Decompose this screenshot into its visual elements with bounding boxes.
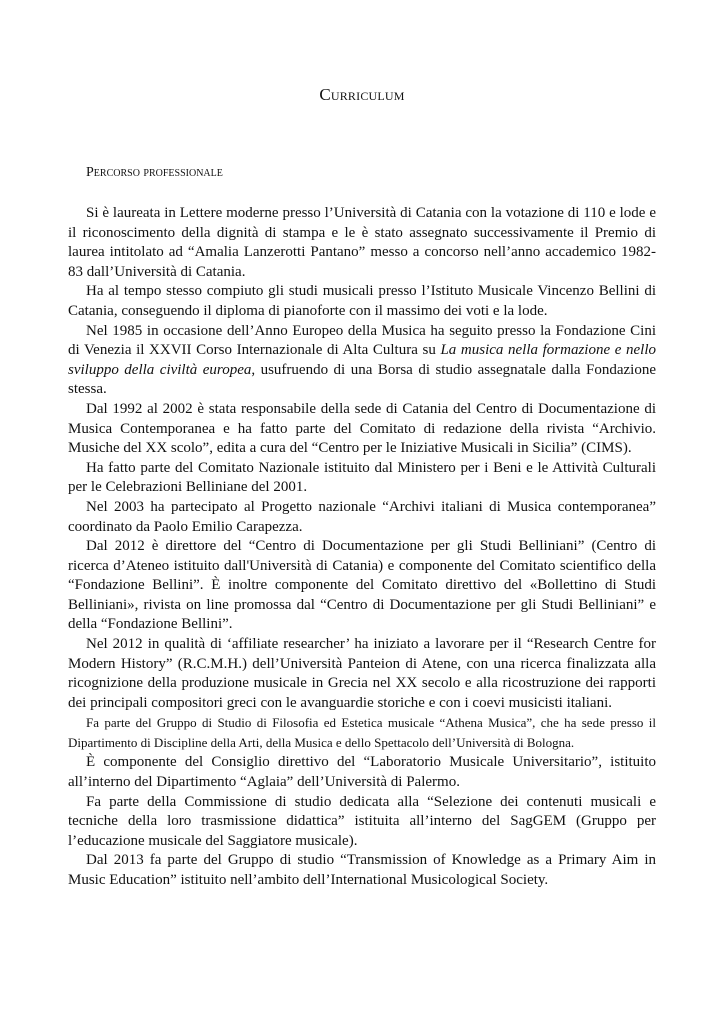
- body-text: [68, 204, 656, 891]
- paragraph-rcmh: Nel 2012 in qualità di ‘affiliate researcher’ ha iniziato a lavorare per il “Research Centre for Modern History” (R.C.M.H.) dell’Università Panteion di Atene, con una ricerca finalizzata alla ricognizione della produzione musicale in Grecia nel XX secolo e alla ricostruzione dei rapporti dei principali compositori greci con le avanguardie storiche e con i coevi musicisti italiani.: [68, 636, 656, 711]
- paragraph-comitato-nazionale: Ha fatto parte del Comitato Nazionale istituito dal Ministero per i Beni e le Attività Culturali per le Celebrazioni Belliniane del 2001.: [68, 459, 656, 496]
- paragraph-saggem: Fa parte della Commissione di studio dedicata alla “Selezione dei contenuti musicali e tecniche della loro trasmissione didattica” istituita all’interno del SagGEM (Gruppo per l’educazione musicale del Saggiatore musicale).: [68, 793, 656, 849]
- section-heading: Percorso professionale: [86, 165, 223, 180]
- paragraph-laurea: Si è laureata in Lettere moderne presso l’Università di Catania con la votazione di 110 e lode e il riconoscimento della dignità di stampa e le è stato assegnato successivamente il Premio di laurea intitolato ad “Amalia Lanzerotti Pantano” messo a concorso nell’anno accademico 1982-83 dall’Università di Catania.: [68, 205, 656, 280]
- paragraph-fondazione-cini: [68, 322, 656, 400]
- italic-title: La musica nella formazione e nello sviluppo della civiltà europea: [68, 342, 656, 378]
- paragraph-laboratorio: È componente del Consiglio direttivo del “Laboratorio Musicale Universitario”, istituito all’interno del Dipartimento “Aglaia” dell’Università di Palermo.: [68, 754, 656, 791]
- paragraph-studi-belliniani: Dal 2012 è direttore del “Centro di Documentazione per gli Studi Belliniani” (Centro di ricerca d’Ateneo istituito dall'Università di Catania) e componente del Comitato scientifico della “Fondazione Bellini”. È inoltre componente del Comitato direttivo del «Bollettino di Studi Belliniani», rivista on line promossa dal “Centro di Documentazione per gli Studi Belliniani” e della “Fondazione Bellini”.: [68, 538, 656, 633]
- paragraph-text: , usufruendo di una Borsa di studio assegnatale dalla Fondazione stessa.: [68, 361, 657, 398]
- paragraph-progetto-nazionale: Nel 2003 ha partecipato al Progetto nazionale “Archivi italiani di Musica contemporanea” coordinato da Paolo Emilio Carapezza.: [68, 498, 656, 535]
- paragraph-studi-musicali: Ha al tempo stesso compiuto gli studi musicali presso l’Istituto Musicale Vincenzo Bellini di Catania, conseguendo il diploma di pianoforte con il massimo dei voti e la lode.: [68, 283, 656, 319]
- paragraph-centro-documentazione: Dal 1992 al 2002 è stata responsabile della sede di Catania del Centro di Documentazione di Musica Contemporanea e ha fatto parte del Comitato di redazione della rivista “Archivio. Musiche del XX scolo”, edita a cura del “Centro per le Iniziative Musicali in Sicilia” (CIMS).: [68, 400, 656, 457]
- paragraph-ims: Dal 2013 fa parte del Gruppo di studio “Transmission of Knowledge as a Primary Aim in Music Education” istituito nell’ambito dell’International Musicological Society.: [68, 852, 656, 888]
- page-title: Curriculum: [319, 85, 405, 104]
- paragraph-athena-musica: Fa parte del Gruppo di Studio di Filosofia ed Estetica musicale “Athena Musica”, che ha sede presso il Dipartimento di Discipline della Arti, della Musica e dello Spettacolo dell’Università di Bologna.: [68, 715, 656, 751]
- paragraph-text: Nel 1985 in occasione dell’Anno Europeo della Musica ha seguito presso la Fondazione Cini di Venezia il XXVII Corso Internazionale di Alta Cultura su: [68, 322, 656, 359]
